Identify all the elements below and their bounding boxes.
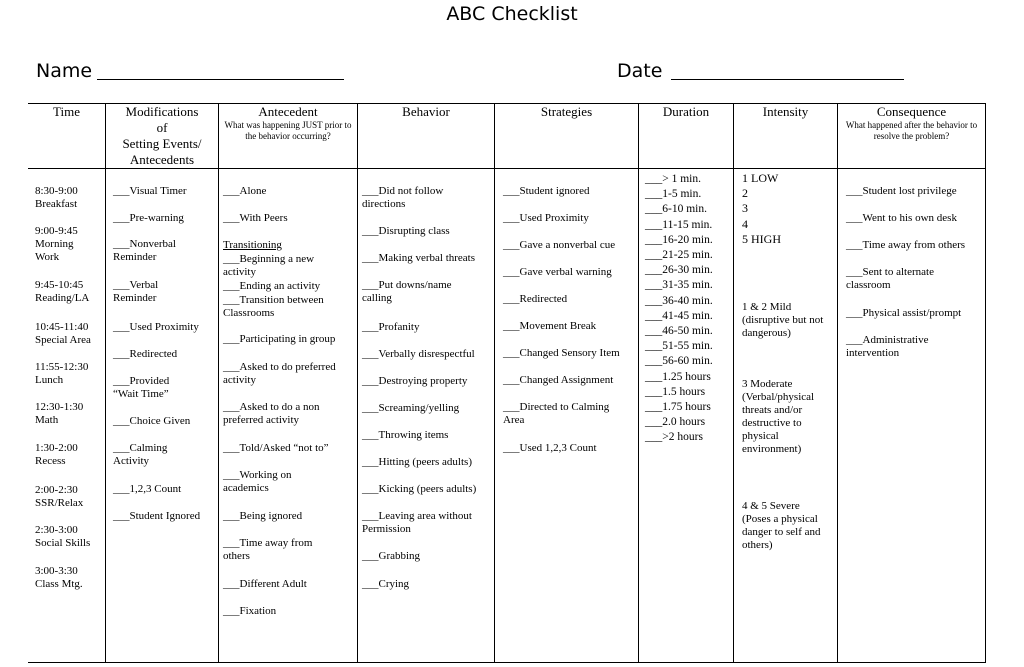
column-intensity	[734, 103, 838, 663]
time-checklist-item[interactable]: 2:00-2:30 SSR/Relax	[35, 484, 84, 509]
intensity-checklist-item[interactable]: 3 Moderate (Verbal/physical threats and/or destructive to physical environment)	[742, 378, 815, 455]
modifications-checklist-item[interactable]: ___Visual Timer	[113, 185, 187, 197]
modifications-checklist-item[interactable]: ___Student Ignored	[113, 510, 201, 522]
antecedent-checklist-item[interactable]: ___Fixation	[223, 605, 277, 617]
strategies-checklist-item[interactable]: ___Gave a nonverbal cue	[503, 239, 616, 251]
modifications-checklist-item[interactable]: ___Pre-warning	[113, 212, 184, 224]
column-header-duration: Duration	[662, 104, 710, 119]
duration-checklist-item[interactable]: ___>2 hours	[645, 431, 703, 444]
column-antecedent	[219, 103, 358, 663]
behavior-checklist-item[interactable]: ___Throwing items	[362, 429, 449, 441]
strategies-checklist-item[interactable]: ___Directed to Calming Area	[503, 401, 610, 426]
strategies-checklist-item[interactable]: ___Changed Sensory Item	[503, 347, 620, 359]
duration-checklist-item[interactable]: ___26-30 min.	[645, 264, 713, 277]
duration-checklist-item[interactable]: ___1-5 min.	[645, 188, 702, 201]
intensity-checklist-item[interactable]: 3	[742, 201, 748, 216]
column-header-behavior: Behavior	[402, 104, 450, 119]
intensity-checklist-item[interactable]: 4	[742, 216, 748, 231]
duration-checklist-item[interactable]: ___2.0 hours	[645, 416, 706, 429]
antecedent-checklist-item[interactable]: ___Participating in group	[223, 333, 336, 345]
column-header-modifications: Modifications of Setting Events/ Antecedents	[122, 104, 202, 167]
behavior-checklist-item[interactable]: ___Did not follow directions	[362, 185, 444, 210]
page-title: ABC Checklist	[446, 3, 578, 25]
antecedent-checklist-item[interactable]: ___Different Adult	[223, 578, 307, 590]
name-label: Name	[36, 60, 93, 82]
column-header-consequence	[838, 104, 985, 142]
consequence-title: Consequence	[876, 104, 947, 119]
duration-checklist-item[interactable]: ___6-10 min.	[645, 203, 707, 216]
consequence-checklist-item[interactable]: ___Physical assist/prompt	[846, 307, 962, 319]
behavior-checklist-item[interactable]: ___Destroying property	[362, 375, 468, 387]
antecedent-checklist-item[interactable]: ___Beginning a new activity	[223, 253, 315, 278]
strategies-checklist-item[interactable]: ___Gave verbal warning	[503, 266, 612, 278]
antecedent-checklist-item[interactable]: ___With Peers	[223, 212, 288, 224]
antecedent-subtitle: What was happening JUST prior to the behavior occurring?	[224, 120, 352, 141]
column-time	[28, 103, 106, 663]
column-strategies	[495, 103, 639, 663]
antecedent-section-heading: Transitioning	[223, 239, 282, 251]
date-field-line[interactable]	[671, 79, 904, 80]
consequence-checklist-item[interactable]: ___Student lost privilege	[846, 185, 957, 197]
column-behavior	[358, 103, 495, 663]
intensity-checklist-item[interactable]: 5 HIGH	[742, 231, 781, 246]
antecedent-checklist-item[interactable]: ___Asked to do a non preferred activity	[223, 401, 320, 426]
time-checklist-item[interactable]: 3:00-3:30 Class Mtg.	[35, 565, 83, 590]
intensity-checklist-item[interactable]: 1 LOW	[742, 171, 779, 185]
intensity-checklist-item[interactable]: 4 & 5 Severe (Poses a physical danger to self and others)	[742, 500, 821, 551]
abc-checklist-table	[28, 103, 986, 663]
intensity-checklist-item[interactable]: 1 & 2 Mild (disruptive but not dangerous)	[742, 301, 824, 339]
antecedent-title: Antecedent	[258, 104, 318, 119]
strategies-checklist-item[interactable]: ___Student ignored	[503, 185, 590, 197]
behavior-checklist-item[interactable]: ___Leaving area without Permission	[362, 510, 472, 535]
antecedent-checklist-item[interactable]: ___Being ignored	[223, 510, 303, 522]
behavior-checklist-item[interactable]: ___Put downs/name calling	[362, 279, 452, 304]
time-checklist-item[interactable]: 8:30-9:00 Breakfast	[35, 185, 78, 210]
time-checklist-item[interactable]: 1:30-2:00 Recess	[35, 442, 78, 467]
antecedent-checklist-item[interactable]: ___Ending an activity	[223, 280, 321, 292]
antecedent-checklist-item[interactable]: ___Working on academics	[223, 469, 292, 494]
strategies-checklist-item[interactable]: ___Redirected	[503, 293, 568, 305]
modifications-checklist-item[interactable]: ___Used Proximity	[113, 321, 199, 333]
behavior-checklist-item[interactable]: ___Verbally disrespectful	[362, 348, 475, 360]
duration-checklist-item[interactable]: ___1.25 hours	[645, 370, 711, 383]
time-checklist-item[interactable]: 10:45-11:40 Special Area	[35, 321, 91, 346]
behavior-checklist-item[interactable]: ___Profanity	[362, 321, 420, 333]
time-checklist-item[interactable]: 9:45-10:45 Reading/LA	[35, 279, 90, 304]
behavior-checklist-item[interactable]: ___Making verbal threats	[362, 252, 476, 264]
duration-checklist-item[interactable]: ___36-40 min.	[645, 294, 713, 307]
antecedent-checklist-item[interactable]: ___Transition between Classrooms	[223, 294, 324, 319]
duration-checklist-item[interactable]: ___1.5 hours	[645, 385, 706, 398]
duration-checklist-item[interactable]: ___16-20 min.	[645, 233, 713, 246]
column-header-time: Time	[53, 104, 80, 119]
strategies-checklist-item[interactable]: ___Used Proximity	[503, 212, 589, 224]
time-checklist-item[interactable]: 9:00-9:45 Morning Work	[35, 225, 78, 263]
modifications-checklist-item[interactable]: ___Redirected	[113, 348, 178, 360]
column-header-strategies: Strategies	[540, 104, 593, 119]
column-modifications	[106, 103, 219, 663]
behavior-checklist-item[interactable]: ___Screaming/yelling	[362, 402, 460, 414]
behavior-checklist-item[interactable]: ___Hitting (peers adults)	[362, 456, 472, 468]
column-duration	[639, 103, 734, 663]
consequence-checklist-item[interactable]: ___Administrative intervention	[846, 334, 929, 359]
column-header-intensity: Intensity	[762, 104, 809, 119]
antecedent-checklist-item[interactable]: ___Time away from others	[223, 537, 313, 562]
strategies-checklist-item[interactable]: ___Changed Assignment	[503, 374, 614, 386]
duration-checklist-item[interactable]: ___31-35 min.	[645, 279, 713, 292]
strategies-checklist-item[interactable]: ___Movement Break	[503, 320, 597, 332]
duration-checklist-item[interactable]: ___41-45 min.	[645, 309, 713, 322]
antecedent-checklist-item[interactable]: ___Alone	[223, 185, 267, 197]
duration-checklist-item[interactable]: ___21-25 min.	[645, 249, 713, 261]
duration-checklist-item[interactable]: ___46-50 min.	[645, 325, 713, 337]
modifications-checklist-item[interactable]: ___Provided “Wait Time”	[113, 375, 170, 400]
behavior-checklist-item[interactable]: ___Grabbing	[362, 550, 421, 562]
duration-checklist-item[interactable]: ___> 1 min.	[645, 173, 702, 185]
consequence-checklist-item[interactable]: ___Time away from others	[846, 239, 966, 251]
time-checklist-item[interactable]: 2:30-3:00 Social Skills	[35, 524, 91, 549]
column-header-antecedent	[219, 104, 357, 142]
duration-checklist-item[interactable]: ___11-15 min.	[645, 218, 713, 231]
consequence-checklist-item[interactable]: ___Went to his own desk	[846, 212, 957, 224]
modifications-checklist-item[interactable]: ___Calming Activity	[113, 442, 168, 467]
modifications-checklist-item[interactable]: ___Choice Given	[113, 415, 191, 427]
time-checklist-item[interactable]: 11:55-12:30 Lunch	[35, 361, 89, 386]
consequence-checklist-item[interactable]: ___Sent to alternate classroom	[846, 266, 934, 291]
behavior-checklist-item[interactable]: ___Kicking (peers adults)	[362, 483, 477, 495]
duration-checklist-item[interactable]: ___1.75 hours	[645, 401, 711, 413]
duration-checklist-item[interactable]: ___56-60 min.	[645, 355, 713, 368]
modifications-checklist-item[interactable]: ___1,2,3 Count	[113, 483, 182, 495]
strategies-checklist-item[interactable]: ___Used 1,2,3 Count	[503, 442, 597, 454]
consequence-subtitle: What happened after the behavior to resolve the problem?	[845, 120, 978, 141]
column-consequence	[838, 103, 986, 663]
date-label: Date	[617, 60, 663, 82]
modifications-checklist-item[interactable]: ___Verbal Reminder	[113, 279, 159, 304]
intensity-checklist-item[interactable]: 2	[742, 186, 748, 201]
behavior-checklist-item[interactable]: ___Crying	[362, 578, 410, 590]
duration-checklist-item[interactable]: ___51-55 min.	[645, 340, 713, 353]
antecedent-checklist-item[interactable]: ___Asked to do preferred activity	[223, 361, 336, 386]
name-field-line[interactable]	[97, 79, 344, 80]
time-checklist-item[interactable]: 12:30-1:30 Math	[35, 401, 84, 426]
modifications-checklist-item[interactable]: ___Nonverbal Reminder	[113, 238, 176, 263]
antecedent-checklist-item[interactable]: ___Told/Asked “not to”	[223, 442, 329, 454]
behavior-checklist-item[interactable]: ___Disrupting class	[362, 225, 450, 237]
